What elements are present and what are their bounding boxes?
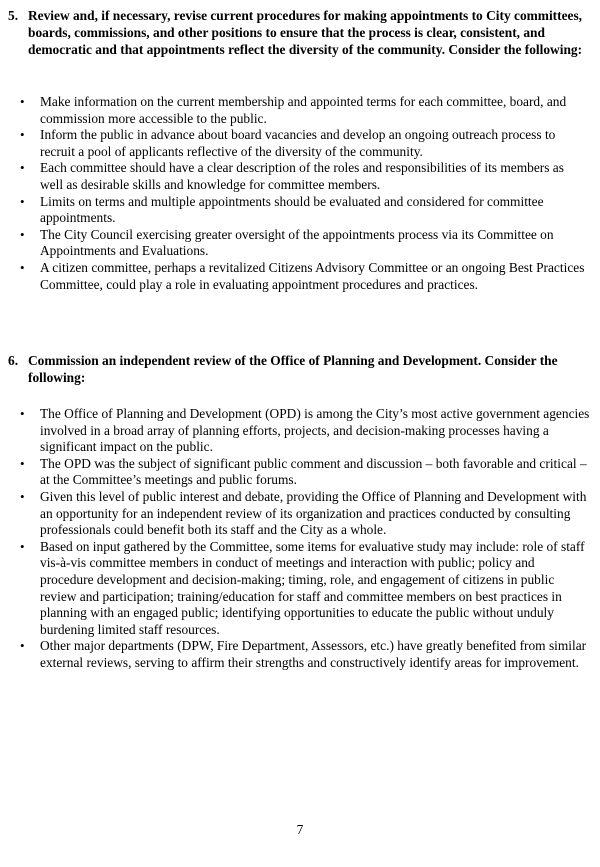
bullet-item	[20, 638, 590, 671]
bullet-text: The OPD was the subject of significant public comment and discussion – both favorable and critical – at the Committee’s meetings and public forums.	[40, 455, 587, 488]
bullet-icon: •	[20, 538, 25, 554]
bullet-item	[20, 539, 590, 639]
recommendation-number: 6.	[8, 353, 19, 368]
recommendation-5-bullets	[20, 94, 590, 293]
bullet-text: Other major departments (DPW, Fire Department, Assessors, etc.) have greatly benefited from similar external reviews, serving to affirm their strengths and constructively identify areas for improvement.	[40, 638, 587, 670]
bullet-text: Each committee should have a clear description of the roles and responsibilities of its members as well as desirable skills and knowledge for committee members.	[40, 160, 564, 192]
bullet-item	[20, 489, 590, 539]
bullet-text: Given this level of public interest and debate, providing the Office of Planning and Development with an opportunity for an independent review of its organization and practices conducted by consulting professionals could benefit both its staff and the City as a whole.	[40, 488, 587, 538]
bullet-text: The Office of Planning and Development (OPD) is among the City’s most active government agencies involved in a broad array of planning efforts, projects, and decision-making processes having a significant impact on the public.	[40, 406, 590, 455]
bullet-item	[20, 160, 590, 193]
recommendation-5	[8, 7, 594, 59]
bullet-icon: •	[20, 406, 25, 421]
bullet-icon: •	[20, 259, 25, 275]
recommendation-number: 5.	[8, 8, 19, 23]
recommendation-5-heading	[8, 7, 594, 59]
bullet-text: Based on input gathered by the Committee, some items for evaluative study may include: role of staff vis-à-vis committee members in conduct of meetings and interaction with public; policy and procedure development and decision-making; timing, role, and engagement of citizens in public review and participation; training/education for staff and committee members on best practices in planning with an engaged public; identifying opportunities to educate the public without unduly burdening limited staff resources.	[40, 538, 585, 637]
recommendation-title: Commission an independent review of the Office of Planning and Development. Consider the following:	[28, 353, 558, 386]
bullet-text: Inform the public in advance about board vacancies and develop an ongoing outreach process to recruit a pool of applicants reflective of the diversity of the community.	[40, 127, 556, 159]
bullet-icon: •	[20, 638, 25, 654]
bullet-text: The City Council exercising greater oversight of the appointments process via its Committee on Appointments and Evaluations.	[40, 226, 554, 259]
bullet-item	[20, 194, 590, 227]
bullet-icon: •	[20, 160, 25, 176]
bullet-icon: •	[20, 193, 25, 209]
page-number: 7	[296, 822, 304, 837]
bullet-item	[20, 260, 590, 293]
bullet-item	[20, 456, 590, 489]
bullet-icon: •	[20, 127, 25, 143]
bullet-text: Make information on the current membership and appointed terms for each committee, board, and commission more accessible to the public.	[40, 94, 567, 126]
bullet-item	[20, 227, 590, 260]
bullet-icon: •	[20, 455, 25, 471]
bullet-icon: •	[20, 226, 25, 242]
bullet-icon: •	[20, 94, 25, 109]
recommendation-title: Review and, if necessary, revise current procedures for making appointments to City committees, boards, commissions, and other positions to ensure that the process is clear, consistent, and democratic and that appointments reflect the diversity of the community. Consider the following:	[28, 8, 583, 58]
recommendation-6-heading	[8, 352, 594, 386]
bullet-icon: •	[20, 488, 25, 504]
bullet-item	[20, 127, 590, 160]
bullet-text: Limits on terms and multiple appointments should be evaluated and considered for committee appointments.	[40, 193, 544, 226]
recommendation-6	[8, 352, 594, 386]
bullet-item	[20, 94, 590, 127]
bullet-text: A citizen committee, perhaps a revitalized Citizens Advisory Committee or an ongoing Best Practices Committee, could play a role in evaluating appointment procedures and practices.	[40, 259, 585, 292]
bullet-item	[20, 406, 590, 456]
recommendation-6-bullets	[20, 406, 590, 672]
